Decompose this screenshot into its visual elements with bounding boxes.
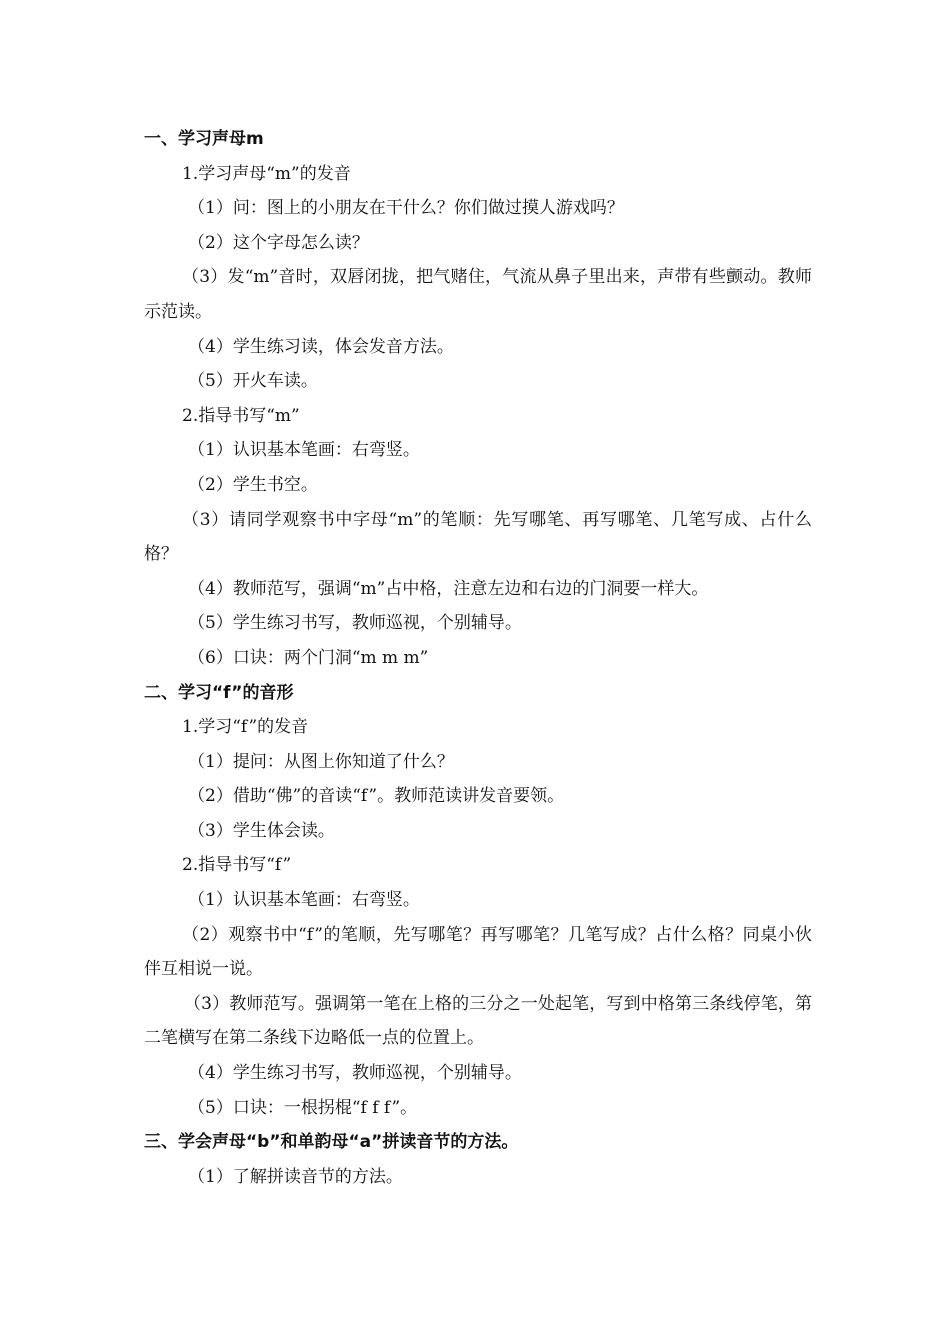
paragraph-item: （1）认识基本笔画：右弯竖。	[188, 440, 420, 461]
section-heading-1: 一、学习声母m	[144, 129, 264, 149]
paragraph-item-wrapped: （3）请同学观察书中字母“m”的笔顺：先写哪笔、再写哪笔、几笔写成、占什么格？	[144, 509, 812, 565]
paragraph-item: （1）了解拼读音节的方法。	[188, 1166, 403, 1187]
paragraph-item-wrapped: （3）发“m”音时，双唇闭拢，把气赌住，气流从鼻子里出来，声带有些颤动。教师示范读。	[144, 267, 812, 322]
subheading-1-2: 2.指导书写“m”	[182, 405, 300, 426]
paragraph-item: （4）教师范写，强调“m”占中格，注意左边和右边的门洞要一样大。	[188, 578, 709, 599]
paragraph-item: （1）提问：从图上你知道了什么？	[188, 751, 454, 772]
paragraph-item: （1）认识基本笔画：右弯竖。	[188, 890, 420, 911]
paragraph-item: （3）学生体会读。	[188, 820, 335, 841]
paragraph-item: （5）开火车读。	[188, 371, 318, 392]
paragraph-item: （4）学生练习书写，教师巡视，个别辅导。	[188, 1063, 522, 1084]
paragraph-item: （2）学生书空。	[188, 474, 318, 495]
subheading-2-2: 2.指导书写“f”	[182, 855, 292, 876]
paragraph-item: （6）口诀：两个门洞“m m m”	[188, 647, 429, 668]
paragraph-item: （2）这个字母怎么读？	[188, 232, 369, 253]
paragraph-item: （1）问：图上的小朋友在干什么？你们做过摸人游戏吗？	[188, 198, 624, 219]
paragraph-item-wrapped: （2）观察书中“f”的笔顺，先写哪笔？再写哪笔？几笔写成？占什么格？同桌小伙伴互相说一说。	[144, 924, 812, 980]
paragraph-item: （2）借助“佛”的音读“f”。教师范读讲发音要领。	[188, 786, 565, 807]
subheading-2-1: 1.学习“f”的发音	[182, 717, 309, 738]
document-body	[144, 122, 812, 1194]
section-heading-3: 三、学会声母“b”和单韵母“a”拼读音节的方法。	[144, 1132, 519, 1153]
paragraph-item-wrapped: （3）教师范写。强调第一笔在上格的三分之一处起笔，写到中格第三条线停笔，第二笔横写在第二条线下边略低一点的位置上。	[144, 993, 812, 1049]
section-heading-2: 二、学习“f”的音形	[144, 682, 294, 703]
paragraph-item: （5）口诀：一根拐棍“f f f”。	[188, 1097, 418, 1118]
paragraph-item: （5）学生练习书写，教师巡视，个别辅导。	[188, 613, 522, 634]
paragraph-item: （4）学生练习读，体会发音方法。	[188, 336, 454, 357]
subheading-1-1: 1.学习声母“m”的发音	[182, 163, 351, 184]
